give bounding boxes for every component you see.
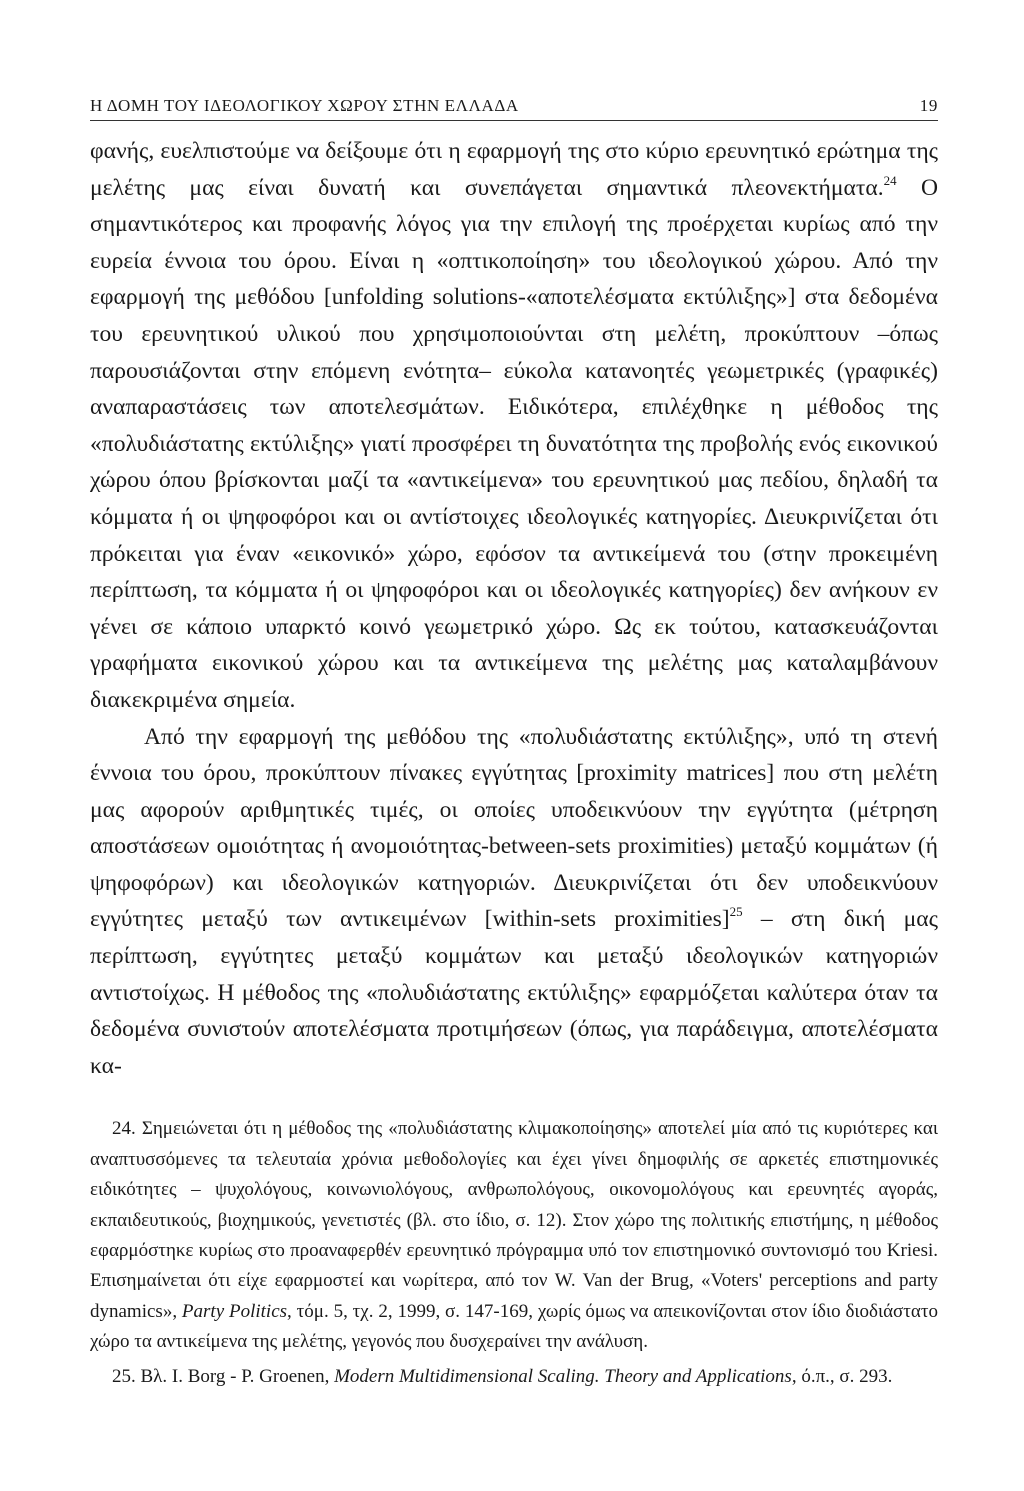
footnote-24 <box>90 1114 938 1357</box>
footnote-24-text-a: 24. Σημειώνεται ότι η μέθοδος της «πολυδιάστατης κλιμακοποίησης» αποτελεί μία από τις κυριότερες και αναπτυσσόμενες τα τελευταία χρόνια μεθοδολογίες και έχει γίνει δημοφιλής σε αρκετές επιστημονικές ειδικότητες – ψυχολόγους, κοινωνιολόγους, ανθρωπολόγους, οικονομολόγους και ερευνητές αγοράς, εκπαιδευτικούς, βιοχημικούς, γενετιστές (βλ. στο ίδιο, σ. 12). Στον χώρο της πολιτικής επιστήμης, η μέθοδος εφαρμόστηκε κυρίως στο προαναφερθέν ερευνητικό πρόγραμμα υπό τον επιστημονικό συντονισμό του Kriesi. Επισημαίνεται ότι είχε εφαρμοστεί και νωρίτερα, από τον W. Van der Brug, «Voters' perceptions and party dynamics», <box>90 1118 938 1322</box>
footnote-24-text-b: , τόμ. 5, τχ. 2, 1999, σ. 147-169, χωρίς όμως να απεικονίζονται στον ίδιο διοδιάστατο χώρο τα αντικείμενα της μελέτης, γεγονός που δυσχεραίνει την ανάλυση. <box>90 1300 938 1353</box>
paragraph-1-text-a: φανής, ευελπιστούμε να δείξουμε ότι η εφαρμογή της στο κύριο ερευνητικό ερώτημα της μελέτης μας είναι δυνατή και συνεπάγεται σημαντικά πλεονεκτήματα. <box>90 138 938 201</box>
paragraph-2-text-a: Από την εφαρμογή της μεθόδου της «πολυδιάστατης εκτύλιξης», υπό τη στενή έννοια του όρου, προκύπτουν πίνακες εγγύτητας [proximity matrices] που στη μελέτη μας αφορούν αριθμητικές τιμές, οι οποίες υποδεικνύουν την εγγύτητα (μέτρηση αποστάσεων ομοιότητας ή ανομοιότητας-between-sets proximities) μεταξύ κομμάτων (ή ψηφοφόρων) και ιδεολογικών κατηγοριών. Διευκρινίζεται ότι δεν υποδεικνύουν εγγύτητες μεταξύ των αντικειμένων [within-sets proximities] <box>90 723 938 933</box>
page-number: 19 <box>919 96 938 115</box>
running-head <box>90 96 938 121</box>
book-page <box>90 96 938 1396</box>
footnote-25 <box>90 1362 938 1392</box>
footnote-ref-24: 24 <box>883 172 897 188</box>
footnote-ref-25: 25 <box>729 904 743 920</box>
footnote-25-text-b: , ό.π., σ. 293. <box>791 1365 893 1387</box>
running-title: Η ΔΟΜΗ ΤΟΥ ΙΔΕΟΛΟΓΙΚΟΥ ΧΩΡΟΥ ΣΤΗΝ ΕΛΛΑΔΑ <box>90 96 519 115</box>
paragraph-2-text-b: – στη δική μας περίπτωση, εγγύτητες μεταξύ κομμάτων και μεταξύ ιδεολογικών κατηγοριών αντιστοίχως. Η μέθοδος της «πολυδιάστατης εκτύλιξης» εφαρμόζεται καλύτερα όταν τα δεδομένα συνιστούν αποτελέσματα προτιμήσεων (όπως, για παράδειγμα, αποτελέσματα κα- <box>90 906 938 1079</box>
main-text <box>90 133 938 1084</box>
footnote-24-journal: Party Politics <box>181 1300 288 1322</box>
footnote-25-book-title: Modern Multidimensional Scaling. Theory and Applications <box>334 1365 792 1387</box>
paragraph-1-text-b: Ο σημαντικότερος και προφανής λόγος για την επιλογή της προέρχεται κυρίως από την ευρεία έννοια του όρου. Είναι η «οπτικοποίηση» του ιδεολογικού χώρου. Από την εφαρμογή της μεθόδου [unfolding solutions-«αποτελέσματα εκτύλιξης»] στα δεδομένα του ερευνητικού υλικού που χρησιμοποιούνται στη μελέτη, προκύπτουν –όπως παρουσιάζονται στην επόμενη ενότητα– εύκολα κατανοητές γεωμετρικές (γραφικές) αναπαραστάσεις των αποτελεσμάτων. Ειδικότερα, επιλέχθηκε η μέθοδος της «πολυδιάστατης εκτύλιξης» γιατί προσφέρει τη δυνατότητα της προβολής ενός εικονικού χώρου όπου βρίσκονται μαζί τα «αντικείμενα» του ερευνητικού μας πεδίου, δηλαδή τα κόμματα ή οι ψηφοφόροι και οι αντίστοιχες ιδεολογικές κατηγορίες. Διευκρινίζεται ότι πρόκειται για έναν «εικονικό» χώρο, εφόσον τα αντικείμενά του (στην προκειμένη περίπτωση, τα κόμματα ή οι ψηφοφόροι και οι ιδεολογικές κατηγορίες) δεν ανήκουν εν γένει σε κάποιο υπαρκτό κοινό γεωμετρικό χώρο. Ως εκ τούτου, κατασκευάζονται γραφήματα εικονικού χώρου και τα αντικείμενα της μελέτης μας καταλαμβάνουν διακεκριμένα σημεία. <box>90 174 938 713</box>
footnote-25-text-a: 25. Βλ. I. Borg - P. Groenen, <box>112 1365 335 1387</box>
footnotes <box>90 1114 938 1392</box>
paragraph-1 <box>90 133 938 719</box>
paragraph-2 <box>90 719 938 1085</box>
